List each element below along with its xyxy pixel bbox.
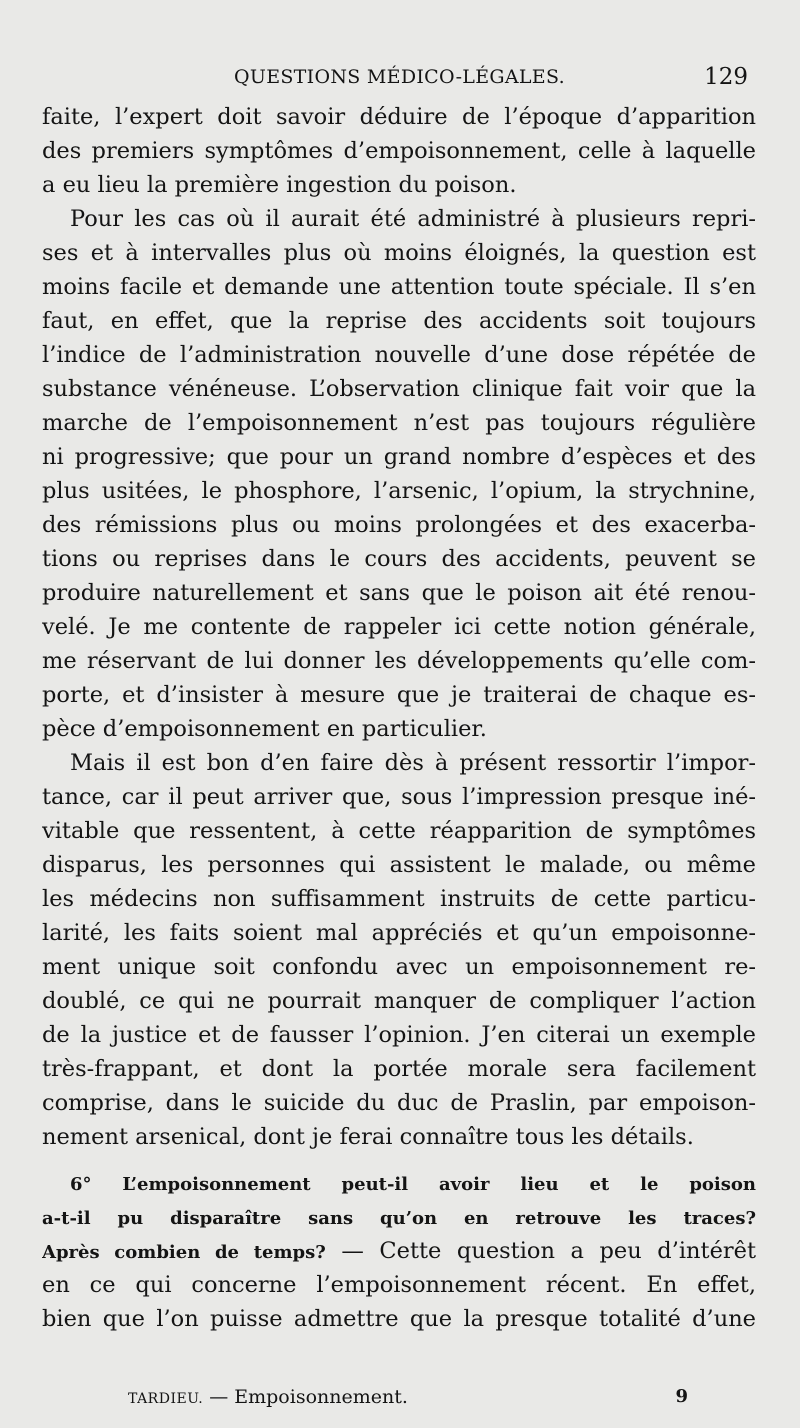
footer-title: — Empoisonnement. [203, 1386, 408, 1408]
section-text: — Cette question a peu d’intérêt [325, 1238, 756, 1264]
text-line: ni progressive; que pour un grand nombre d’espèces et des [42, 444, 756, 470]
text-line: des premiers symptômes d’empoisonnement, celle à laquelle [42, 138, 756, 164]
section-heading-text: 6° L’empoisonnement peut-il avoir lieu et le poison [70, 1174, 756, 1195]
footer-text [128, 1386, 408, 1408]
running-head [44, 62, 748, 94]
text-line: disparus, les personnes qui assistent le malade, ou même [42, 852, 756, 878]
page-number: 129 [704, 64, 748, 90]
text-line: velé. Je me contente de rappeler ici cette notion générale, [42, 614, 756, 640]
signature-mark: 9 [675, 1386, 688, 1407]
text-line: en ce qui concerne l’empoisonnement récent. En effet, [42, 1272, 756, 1298]
page-body [42, 100, 756, 1336]
section-heading-line [42, 1166, 756, 1200]
section-heading-line [42, 1200, 756, 1234]
section-6 [42, 1166, 756, 1336]
text-line: l’indice de l’administration nouvelle d’une dose répétée de [42, 342, 756, 368]
text-line: larité, les faits soient mal appréciés et qu’un empoisonne- [42, 920, 756, 946]
text-line: très-frappant, et dont la portée morale sera facilement [42, 1056, 756, 1082]
text-line: ses et à intervalles plus où moins éloignés, la question est [42, 240, 756, 266]
footer-author: TARDIEU. [128, 1391, 204, 1407]
text-line: doublé, ce qui ne pourrait manquer de compliquer l’action [42, 988, 756, 1014]
text-line: Pour les cas où il aurait été administré à plusieurs repri- [70, 206, 756, 232]
page-footer [128, 1386, 688, 1416]
text-line: nement arsenical, dont je ferai connaître tous les détails. [42, 1124, 694, 1150]
running-title: QUESTIONS MÉDICO-LÉGALES. [234, 66, 565, 88]
text-line: substance vénéneuse. L’observation clinique fait voir que la [42, 376, 756, 402]
text-line: Mais il est bon d’en faire dès à présent ressortir l’impor- [70, 750, 756, 776]
text-line: me réservant de lui donner les développements qu’elle com- [42, 648, 756, 674]
text-line: tance, car il peut arriver que, sous l’impression presque iné- [42, 784, 756, 810]
paragraph-1 [42, 100, 756, 202]
text-line: bien que l’on puisse admettre que la presque totalité d’une [42, 1306, 756, 1332]
text-line: a eu lieu la première ingestion du poison. [42, 172, 517, 198]
text-line: faut, en effet, que la reprise des accidents soit toujours [42, 308, 756, 334]
section-heading-text: a-t-il pu disparaître sans qu’on en retrouve les traces? [42, 1208, 756, 1229]
text-line: moins facile et demande une attention toute spéciale. Il s’en [42, 274, 756, 300]
text-line: vitable que ressentent, à cette réapparition de symptômes [42, 818, 756, 844]
text-line: tions ou reprises dans le cours des accidents, peuvent se [42, 546, 756, 572]
paragraph-3 [42, 746, 756, 1154]
section-heading-text: Après combien de temps? [42, 1242, 326, 1263]
text-line: pèce d’empoisonnement en particulier. [42, 716, 487, 742]
section-gap [42, 1154, 756, 1166]
section-heading-line [42, 1234, 756, 1268]
text-line: faite, l’expert doit savoir déduire de l’époque d’apparition [42, 104, 756, 130]
text-line: plus usitées, le phosphore, l’arsenic, l’opium, la strychnine, [42, 478, 756, 504]
text-line: marche de l’empoisonnement n’est pas toujours régulière [42, 410, 756, 436]
text-line: de la justice et de fausser l’opinion. J’en citerai un exemple [42, 1022, 756, 1048]
text-line: comprise, dans le suicide du duc de Praslin, par empoison- [42, 1090, 756, 1116]
text-line: produire naturellement et sans que le poison ait été renou- [42, 580, 756, 606]
text-line: ment unique soit confondu avec un empoisonnement re- [42, 954, 756, 980]
text-line: des rémissions plus ou moins prolongées et des exacerba- [42, 512, 756, 538]
paragraph-2 [42, 202, 756, 746]
text-line: les médecins non suffisamment instruits de cette particu- [42, 886, 756, 912]
text-line: porte, et d’insister à mesure que je traiterai de chaque es- [42, 682, 756, 708]
